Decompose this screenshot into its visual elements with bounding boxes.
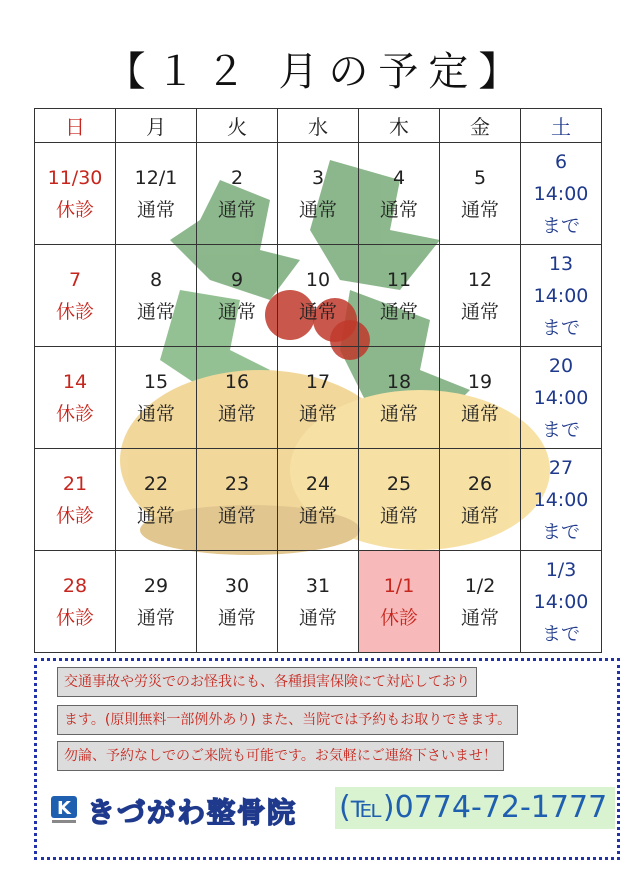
day-status: 通常: [379, 300, 418, 323]
notice-box: [34, 658, 620, 860]
calendar-day-cell: [440, 347, 521, 449]
day-status: 休診: [379, 606, 418, 629]
calendar-day-cell: [116, 551, 197, 653]
notice-line: 交通事故や労災でのお怪我にも、各種損害保険にて対応しており: [57, 667, 477, 697]
calendar-week-row: [35, 347, 602, 449]
day-status-suffix: まで: [541, 214, 580, 237]
weekday-header: 水: [278, 109, 359, 143]
calendar-day-cell: [521, 347, 602, 449]
weekday-header: 金: [440, 109, 521, 143]
calendar-day-cell: [359, 143, 440, 245]
weekday-header: 月: [116, 109, 197, 143]
calendar-day-cell: [116, 347, 197, 449]
day-status: 通常: [136, 402, 175, 425]
day-status: 通常: [136, 198, 175, 221]
day-status: 通常: [298, 606, 337, 629]
day-number: 9: [230, 268, 244, 291]
day-status-suffix: まで: [541, 622, 580, 645]
day-number: 3: [311, 166, 325, 189]
calendar-day-cell: [440, 551, 521, 653]
calendar-day-cell: [278, 143, 359, 245]
day-number: 14: [62, 370, 88, 393]
day-status: 通常: [298, 402, 337, 425]
calendar-day-cell: [359, 551, 440, 653]
day-status: 通常: [298, 300, 337, 323]
calendar-day-cell: [521, 245, 602, 347]
calendar-day-cell: [197, 347, 278, 449]
day-status: 休診: [55, 300, 94, 323]
calendar-day-cell: [35, 245, 116, 347]
day-number: 1/1: [383, 574, 415, 597]
calendar-day-cell: [521, 551, 602, 653]
day-number: 1/3: [545, 558, 577, 581]
day-status: 14:00: [533, 182, 589, 205]
day-status: 14:00: [533, 488, 589, 511]
calendar-day-cell: [116, 245, 197, 347]
day-status: 通常: [217, 606, 256, 629]
calendar-day-cell: [521, 143, 602, 245]
day-number: 16: [224, 370, 250, 393]
day-number: 13: [548, 252, 574, 275]
day-number: 12/1: [134, 166, 178, 189]
day-status: 休診: [55, 402, 94, 425]
day-number: 19: [467, 370, 493, 393]
day-number: 12: [467, 268, 493, 291]
day-status: 通常: [298, 198, 337, 221]
calendar-week-row: [35, 143, 602, 245]
day-status-suffix: まで: [541, 418, 580, 441]
calendar-day-cell: [359, 347, 440, 449]
day-number: 20: [548, 354, 574, 377]
calendar-day-cell: [278, 245, 359, 347]
calendar-day-cell: [35, 449, 116, 551]
day-status: 通常: [136, 504, 175, 527]
day-number: 27: [548, 456, 574, 479]
day-number: 1/2: [464, 574, 496, 597]
day-number: 10: [305, 268, 331, 291]
calendar-day-cell: [278, 551, 359, 653]
day-status: 通常: [460, 606, 499, 629]
clinic-name: きづがわ整骨院: [87, 796, 298, 829]
day-number: 18: [386, 370, 412, 393]
calendar-day-cell: [197, 143, 278, 245]
weekday-header: 火: [197, 109, 278, 143]
day-status: 休診: [55, 606, 94, 629]
day-status: 休診: [55, 198, 94, 221]
day-status-suffix: まで: [541, 316, 580, 339]
calendar-day-cell: [359, 449, 440, 551]
day-status: 通常: [379, 198, 418, 221]
day-status-suffix: まで: [541, 520, 580, 543]
day-number: 6: [554, 150, 568, 173]
day-number: 8: [149, 268, 163, 291]
calendar-day-cell: [197, 551, 278, 653]
weekday-header: 土: [521, 109, 602, 143]
calendar-day-cell: [521, 449, 602, 551]
day-status: 通常: [217, 402, 256, 425]
day-number: 30: [224, 574, 250, 597]
notice-line: 勿論、予約なしでのご来院も可能です。お気軽にご連絡下さいませ！: [57, 741, 504, 771]
logo-letter: K: [57, 798, 71, 819]
day-number: 31: [305, 574, 331, 597]
notice-line: ます。(原則無料一部例外あり) また、当院では予約もお取りできます。: [57, 705, 518, 735]
day-status: 通常: [460, 402, 499, 425]
day-status: 14:00: [533, 284, 589, 307]
calendar-week-row: [35, 245, 602, 347]
day-status: 通常: [460, 504, 499, 527]
day-status: 通常: [136, 300, 175, 323]
day-status: 通常: [460, 300, 499, 323]
calendar-day-cell: [35, 347, 116, 449]
calendar-day-cell: [440, 245, 521, 347]
day-status: 通常: [460, 198, 499, 221]
day-status: 通常: [217, 300, 256, 323]
phone-number: (℡)0774-72-1777: [335, 787, 615, 829]
weekday-header: 日: [35, 109, 116, 143]
day-number: 11/30: [47, 166, 103, 189]
day-number: 24: [305, 472, 331, 495]
day-number: 22: [143, 472, 169, 495]
calendar-day-cell: [35, 143, 116, 245]
calendar-day-cell: [116, 449, 197, 551]
day-number: 29: [143, 574, 169, 597]
day-number: 21: [62, 472, 88, 495]
day-number: 4: [392, 166, 406, 189]
calendar-day-cell: [440, 143, 521, 245]
day-number: 25: [386, 472, 412, 495]
day-status: 通常: [217, 198, 256, 221]
day-status: 通常: [379, 504, 418, 527]
calendar-day-cell: [35, 551, 116, 653]
weekday-header: 木: [359, 109, 440, 143]
calendar-week-row: [35, 449, 602, 551]
day-number: 5: [473, 166, 487, 189]
calendar-day-cell: [197, 245, 278, 347]
calendar-day-cell: [278, 449, 359, 551]
day-number: 17: [305, 370, 331, 393]
calendar-table: [34, 108, 602, 653]
calendar-day-cell: [359, 245, 440, 347]
day-status: 14:00: [533, 386, 589, 409]
day-status: 通常: [379, 402, 418, 425]
calendar-day-cell: [278, 347, 359, 449]
day-number: 11: [386, 268, 412, 291]
clinic-logo-icon: [50, 795, 78, 825]
day-number: 15: [143, 370, 169, 393]
day-status: 通常: [217, 504, 256, 527]
weekday-header-row: [35, 109, 602, 143]
day-number: 2: [230, 166, 244, 189]
calendar-day-cell: [116, 143, 197, 245]
day-status: 14:00: [533, 590, 589, 613]
day-number: 7: [68, 268, 82, 291]
day-status: 通常: [136, 606, 175, 629]
day-status: 通常: [298, 504, 337, 527]
day-number: 28: [62, 574, 88, 597]
day-number: 23: [224, 472, 250, 495]
day-status: 休診: [55, 504, 94, 527]
day-number: 26: [467, 472, 493, 495]
calendar-day-cell: [197, 449, 278, 551]
calendar-day-cell: [440, 449, 521, 551]
calendar-week-row: [35, 551, 602, 653]
page-title: 【１２ 月の予定】: [105, 49, 529, 95]
